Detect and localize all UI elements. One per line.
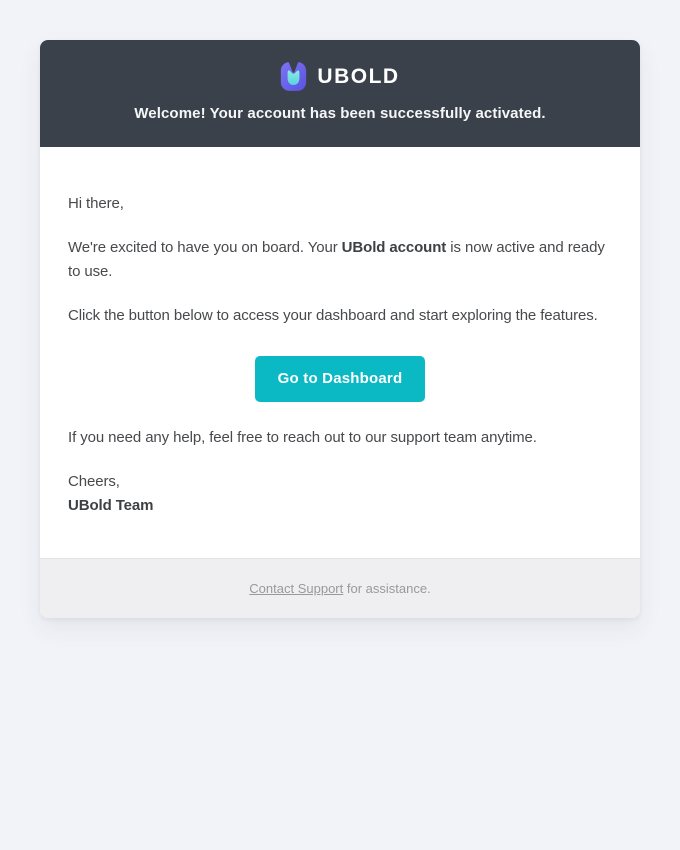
- brand-name: UBOLD: [317, 65, 400, 88]
- footer-text: [249, 581, 430, 596]
- brand: [40, 59, 640, 94]
- help-paragraph: If you need any help, feel free to reach out to our support team anytime.: [68, 429, 537, 446]
- greeting-text: Hi there,: [68, 195, 124, 212]
- intro-bold: UBold account: [341, 239, 447, 256]
- cta-paragraph: Click the button below to access your dashboard and start exploring the features.: [68, 307, 598, 324]
- footer-suffix: for assistance.: [343, 581, 431, 596]
- signature-text: UBold Team: [68, 497, 154, 514]
- go-to-dashboard-button[interactable]: Go to Dashboard: [255, 356, 426, 402]
- email-body: [40, 147, 640, 558]
- intro-prefix: We're excited to have you on board. Your: [68, 239, 342, 256]
- header-subtitle: Welcome! Your account has been successfully activated.: [134, 105, 546, 122]
- ubold-logo-icon: [280, 59, 307, 94]
- email-header: [40, 40, 640, 147]
- contact-support-link[interactable]: Contact Support: [249, 581, 344, 596]
- intro-paragraph: [68, 236, 612, 284]
- signoff-text: Cheers,: [68, 473, 120, 490]
- button-row: [68, 356, 612, 402]
- email-card: [40, 40, 640, 618]
- intro-suffix: is now active and ready to use.: [68, 239, 605, 280]
- email-footer: [40, 558, 640, 618]
